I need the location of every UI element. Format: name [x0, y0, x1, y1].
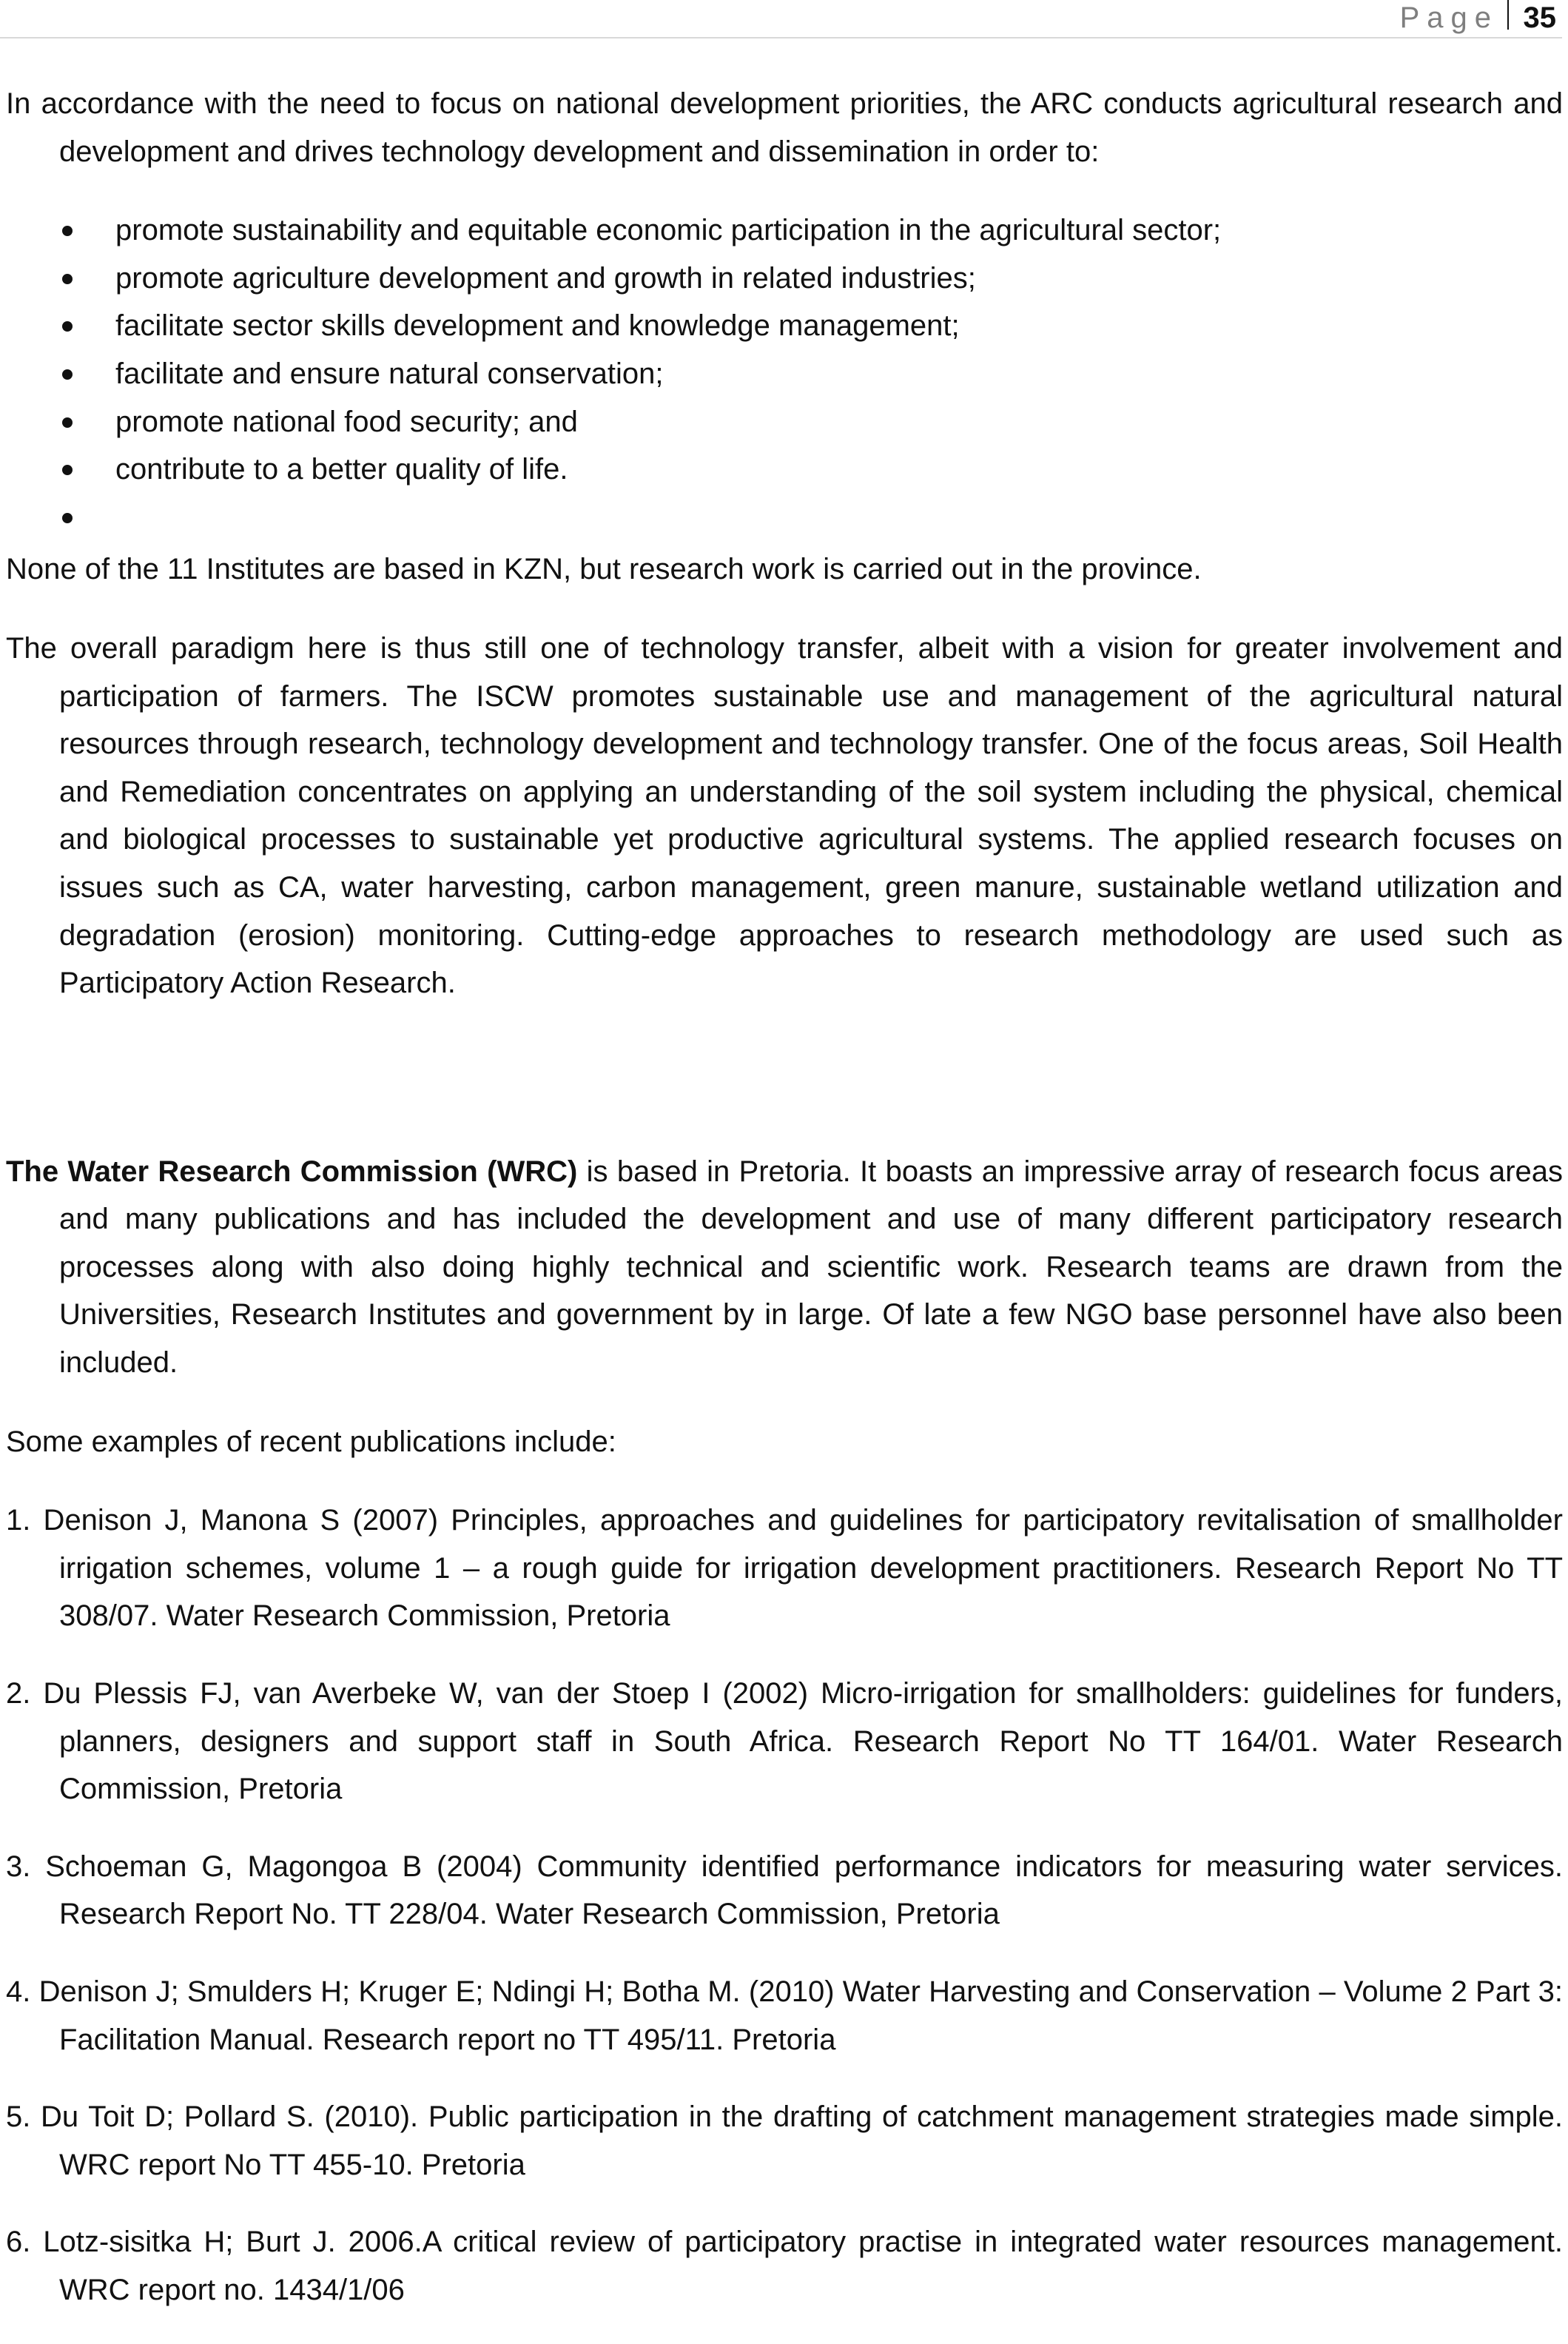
- list-item-text: promote national food security; and: [115, 405, 578, 438]
- bullet-icon: [62, 321, 73, 332]
- bullet-icon: [62, 465, 73, 475]
- list-item-text: facilitate and ensure natural conservation;: [115, 357, 664, 390]
- reference-item: 2. Du Plessis FJ, van Averbeke W, van der Stoep I (2002) Micro-irrigation for smallholders: guidelines for funders, planners, designers and support staff in South Africa. Research Report No TT 164/01. Water Research Commission, Pretoria: [6, 1677, 1563, 1806]
- bullet-icon: [62, 274, 73, 284]
- list-item: [6, 446, 1563, 494]
- header-separator: [1507, 0, 1509, 30]
- list-item: [6, 398, 1563, 446]
- wrc-text: is based in Pretoria. It boasts an impressive array of research focus areas and many publications and has included the development and use of many different participatory research processes along with also doing highly technical and scientific work. Research teams are drawn from the Universities, Research Institutes and government by in large. Of late a few NGO base personnel have also been included.: [59, 1155, 1564, 1380]
- list-item-text: contribute to a better quality of life.: [115, 453, 568, 486]
- list-item: [6, 350, 1563, 398]
- reference-item: 6. Lotz-sisitka H; Burt J. 2006.A critical review of participatory practise in integrated water resources management. WRC report no. 1434/1/06: [6, 2226, 1563, 2306]
- paradigm-paragraph: The overall paradigm here is thus still one of technology transfer, albeit with a vision for greater involvement and participation of farmers. The ISCW promotes sustainable use and management of the agricultural natural resources through research, technology development and technology transfer. One of the focus areas, Soil Health and Remediation concentrates on applying an understanding of the soil system including the physical, chemical and biological processes to sustainable yet productive agricultural systems. The applied research focuses on issues such as CA, water harvesting, carbon management, green manure, sustainable wetland utilization and degradation (erosion) monitoring. Cutting-edge approaches to research methodology are used such as Participatory Action Research.: [6, 631, 1563, 1000]
- bullet-icon: [62, 369, 73, 380]
- list-item-text: [115, 501, 124, 534]
- institutes-paragraph: None of the 11 Institutes are based in KZN, but research work is carried out in the province.: [6, 553, 1202, 586]
- wrc-name: The Water Research Commission (WRC): [6, 1155, 578, 1188]
- page-body: [6, 80, 1563, 2344]
- reference-item: 4. Denison J; Smulders H; Kruger E; Ndingi H; Botha M. (2010) Water Harvesting and Conservation – Volume 2 Part 3: Facilitation Manual. Research report no TT 495/11. Pretoria: [6, 1975, 1563, 2056]
- section-spacer: [6, 1038, 1563, 1148]
- bullet-icon: [62, 513, 73, 523]
- references-list: [6, 1497, 1563, 2314]
- list-item: [6, 206, 1563, 255]
- objectives-list: [6, 206, 1563, 541]
- intro-paragraph: In accordance with the need to focus on national development priorities, the ARC conducts agricultural research and development and drives technology development and dissemination in order to:: [6, 87, 1563, 168]
- list-item-empty: [6, 494, 1563, 542]
- list-item-text: promote agriculture development and growth in related industries;: [115, 261, 976, 295]
- wrc-paragraph: [6, 1148, 1563, 1387]
- page-number: 35: [1523, 1, 1556, 34]
- list-item: [6, 255, 1563, 303]
- reference-item: 3. Schoeman G, Magongoa B (2004) Community identified performance indicators for measuring water services. Research Report No. TT 228/04. Water Research Commission, Pretoria: [6, 1850, 1563, 1931]
- examples-intro: Some examples of recent publications include:: [6, 1425, 616, 1458]
- list-item: [6, 302, 1563, 350]
- reference-item: 1. Denison J, Manona S (2007) Principles, approaches and guidelines for participatory revitalisation of smallholder irrigation schemes, volume 1 – a rough guide for irrigation development practitioners. Research Report No TT 308/07. Water Research Commission, Pretoria: [6, 1504, 1563, 1633]
- bullet-icon: [62, 417, 73, 428]
- objectives-list-wrap: [6, 206, 1563, 541]
- list-item-text: facilitate sector skills development and knowledge management;: [115, 309, 960, 343]
- bullet-icon: [62, 226, 73, 236]
- page-header: [0, 0, 1562, 38]
- page-label: Page: [1399, 1, 1498, 34]
- reference-item: 5. Du Toit D; Pollard S. (2010). Public participation in the drafting of catchment management strategies made simple. WRC report No TT 455-10. Pretoria: [6, 2100, 1563, 2181]
- list-item-text: promote sustainability and equitable economic participation in the agricultural sector;: [115, 214, 1222, 247]
